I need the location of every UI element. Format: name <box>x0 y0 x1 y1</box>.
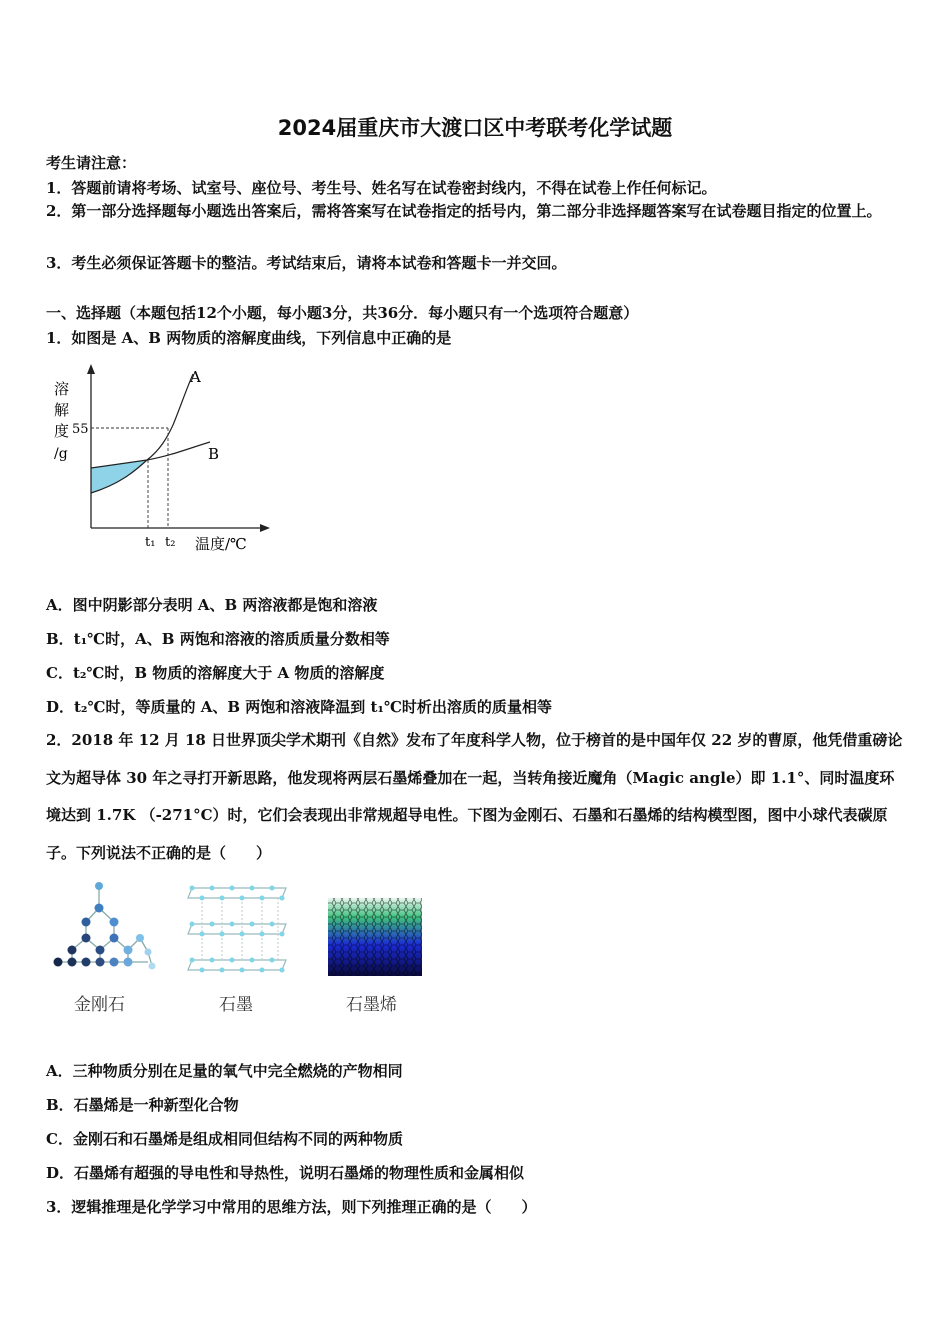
q1-option-a: A．图中阴影部分表明 A、B 两溶液都是饱和溶液 <box>46 596 378 614</box>
y-label-2: 解 <box>54 401 70 419</box>
section-heading: 一、选择题（本题包括12个小题，每小题3分，共36分．每小题只有一个选项符合题意） <box>46 304 639 322</box>
curve-a-label: A <box>190 368 201 386</box>
q2-option-d: D．石墨烯有超强的导电性和导热性，说明石墨烯的物理性质和金属相似 <box>46 1164 525 1182</box>
y-label-1: 溶 <box>54 380 70 398</box>
t1-label: t₁ <box>145 535 156 550</box>
caption-graphene: 石墨烯 <box>346 995 397 1015</box>
curve-b <box>91 442 210 468</box>
q2-stem: 2．2018 年 12 月 18 日世界顶尖学术期刊《自然》发布了年度科学人物，位于榜首的是中国年仅 22 岁的曹原，他凭借重磅论文为超导体 30 年之寻打开新思路，他发现将两层石墨烯叠加在一起，当转角接近魔角（Magic angle）即 1.1°、同时温度环境达到 1.7K （-271°C）时，它们会表现出非常规超导电性。下图为金刚石、石墨和石墨烯的结构模型图，图中小球代表碳原子。下列说法不正确的是（ ） <box>46 731 903 862</box>
q3-stem: 3．逻辑推理是化学学习中常用的思维方法，则下列推理正确的是（ ） <box>46 1198 537 1216</box>
diamond-structure-image <box>48 878 160 978</box>
y-axis-arrow-icon <box>87 364 95 374</box>
page-title: 2024届重庆市大渡口区中考联考化学试题 <box>277 116 673 140</box>
shaded-region <box>91 460 147 493</box>
caption-graphite: 石墨 <box>219 995 253 1015</box>
graphite-structure-image <box>182 880 296 976</box>
y-label-4: /g <box>54 446 68 462</box>
q1-option-c: C．t₂℃时，B 物质的溶解度大于 A 物质的溶解度 <box>46 664 385 682</box>
q2-option-b: B．石墨烯是一种新型化合物 <box>46 1096 239 1114</box>
notice-heading: 考生请注意： <box>46 154 137 172</box>
solubility-graph <box>40 360 290 560</box>
q2-option-c: C．金刚石和石墨烯是组成相同但结构不同的两种物质 <box>46 1130 403 1148</box>
q1-stem: 1．如图是 A、B 两物质的溶解度曲线，下列信息中正确的是 <box>46 329 452 347</box>
t2-label: t₂ <box>165 535 176 550</box>
notice-item-3: 3．考生必须保证答题卡的整洁。考试结束后，请将本试卷和答题卡一并交回。 <box>46 254 567 272</box>
graphene-structure-image <box>326 896 424 978</box>
x-axis-arrow-icon <box>260 524 270 532</box>
q1-option-d: D．t₂℃时，等质量的 A、B 两饱和溶液降温到 t₁℃时析出溶质的质量相等 <box>46 698 552 716</box>
q1-option-b: B．t₁℃时，A、B 两饱和溶液的溶质质量分数相等 <box>46 630 390 648</box>
y-label-3: 度 <box>54 422 70 440</box>
q2-option-a: A．三种物质分别在足量的氧气中完全燃烧的产物相同 <box>46 1062 403 1080</box>
x-axis-label: 温度/℃ <box>195 535 247 553</box>
notice-item-2: 2．第一部分选择题每小题选出答案后，需将答案写在试卷指定的括号内，第二部分非选择题答案写在试卷题目指定的位置上。 <box>46 202 882 220</box>
y-tick-55: 55 <box>72 422 89 437</box>
notice-item-1: 1．答题前请将考场、试室号、座位号、考生号、姓名写在试卷密封线内，不得在试卷上作任何标记。 <box>46 179 717 197</box>
caption-diamond: 金刚石 <box>74 995 125 1015</box>
curve-b-label: B <box>208 445 220 463</box>
